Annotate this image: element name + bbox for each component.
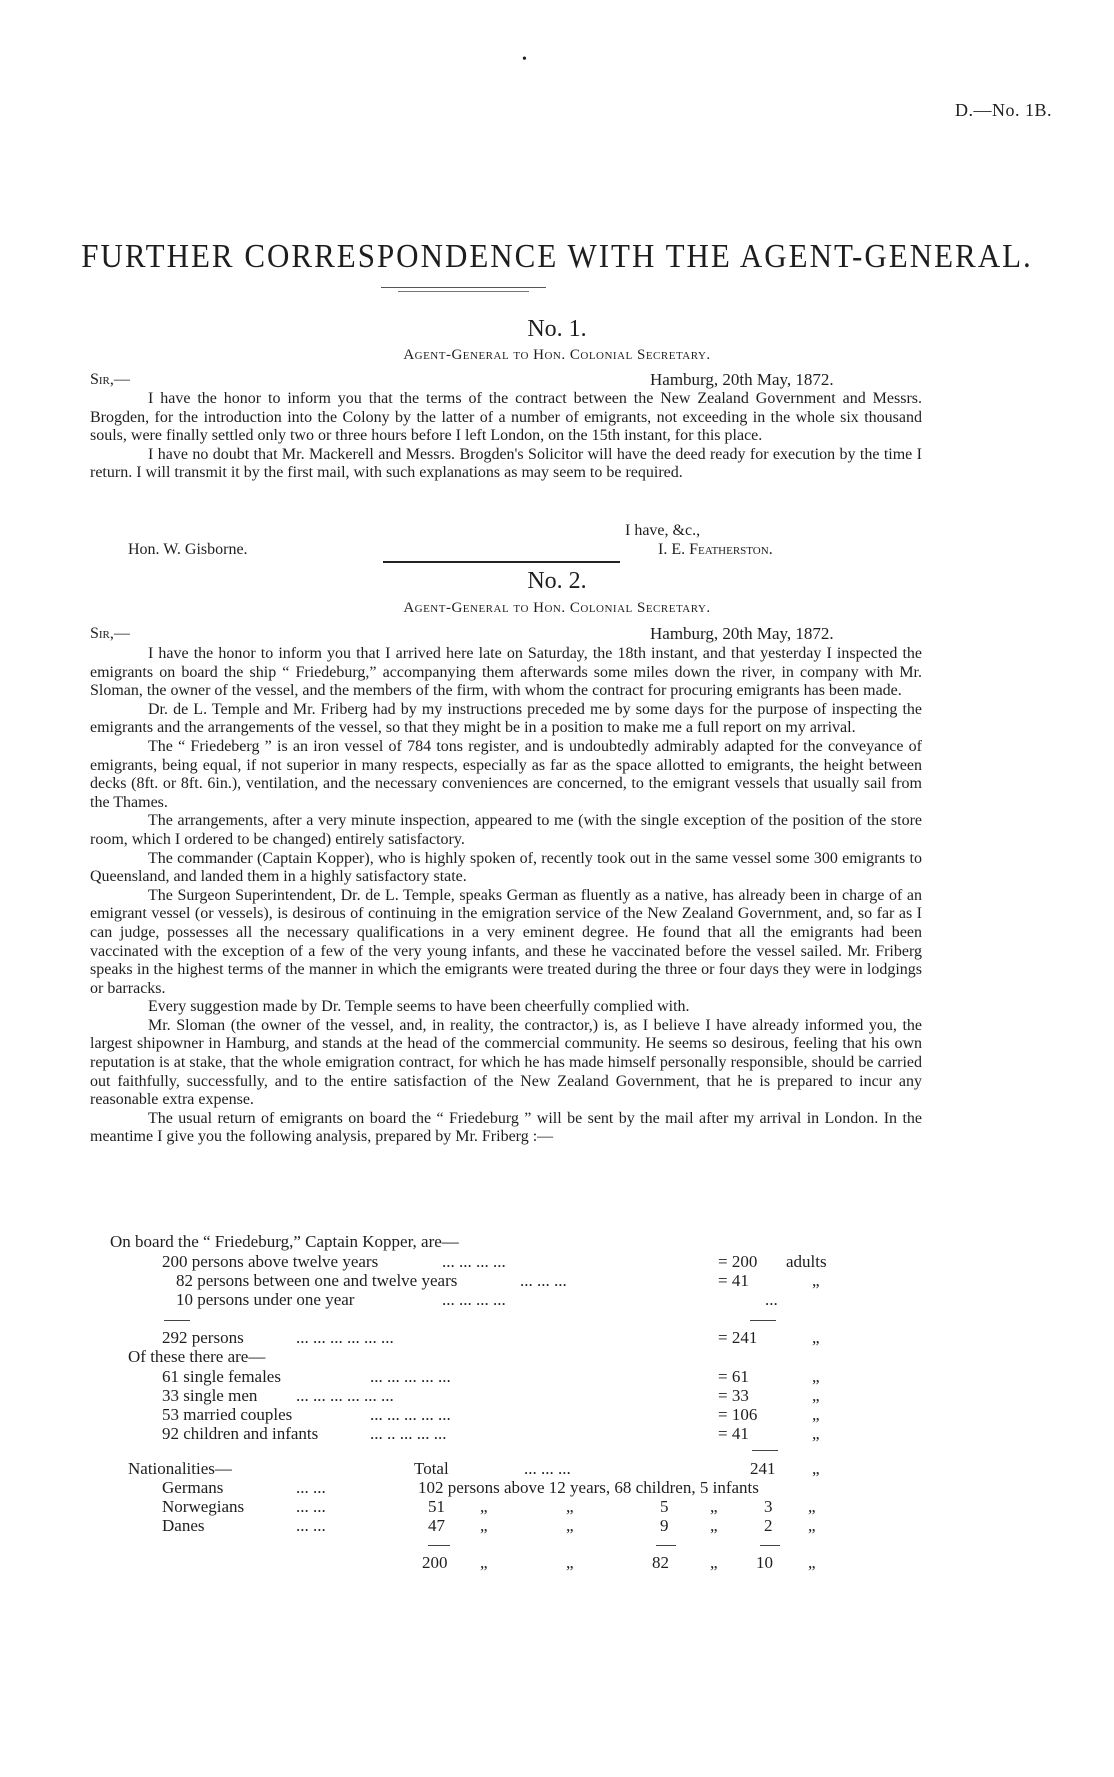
letter-2-number: No. 2. [527, 568, 587, 594]
of-these-label: Of these there are— [128, 1347, 266, 1366]
rule [752, 1450, 778, 1451]
letter-1-salutation: Sir,— [90, 371, 130, 388]
age-row-label: 82 persons between one and twelve years [176, 1271, 458, 1290]
age-row-dots: ... ... ... ... [442, 1290, 506, 1309]
nationality-dots: ... ... [296, 1478, 326, 1497]
age-row-unit: „ [812, 1271, 820, 1290]
paragraph: The Surgeon Superintendent, Dr. de L. Temple, speaks German as fluently as a native, has already been in charge of an emigrant vessel (or vessels), is desirous of continuing in the emigration service of the New Zealand Government, and, so far as I can judge, possesses all the necessary qualifications in a very eminent degree. He found that all the emigrants had been vaccinated with the exception of a few of the very young infants, and these he vaccinated before the vessel sailed. Mr. Friberg speaks in the highest terms of the manner in which the emigrants were treated during the three or four days they were in lodgings or barracks. [90, 886, 922, 997]
ditto-mark: „ [710, 1516, 718, 1535]
ditto-mark: „ [566, 1553, 574, 1572]
category-row-value: = 106 [718, 1405, 758, 1424]
ditto-mark: „ [808, 1516, 816, 1535]
rule [164, 1320, 190, 1321]
ditto-mark: „ [566, 1497, 574, 1516]
paragraph: The arrangements, after a very minute inspection, appeared to me (with the single exception of the position of the store room, which I ordered to be changed) entirely satisfactory. [90, 812, 922, 848]
age-row-dots: ... ... ... ... [442, 1252, 506, 1271]
letter-2-date: Hamburg, 20th May, 1872. [650, 624, 834, 643]
paragraph: I have no doubt that Mr. Mackerell and Messrs. Brogden's Solicitor will have the deed ready for execution by the time I return. I will transmit it by the first mail, with such explanations as may seem to be required. [90, 445, 922, 482]
category-row-dots: ... ... ... ... ... ... [296, 1386, 394, 1405]
section-divider [383, 561, 620, 563]
nationality-adults: 47 [428, 1516, 445, 1535]
age-row-value: = 200 [718, 1252, 758, 1271]
nationality-name: Germans [162, 1478, 224, 1497]
page-mark: • [522, 52, 527, 67]
title-rule-lower [398, 291, 529, 292]
nationalities-total-unit: „ [812, 1459, 820, 1478]
nationality-name: Danes [162, 1516, 205, 1535]
ditto-mark: „ [710, 1497, 718, 1516]
paragraph: The commander (Captain Kopper), who is highly spoken of, recently took out in the same vessel some 300 emigrants to Queensland, and landed them in a highly satisfactory state. [90, 849, 922, 886]
title-rule [381, 287, 546, 288]
age-row-unit: adults [786, 1252, 827, 1271]
paragraph: I have the honor to inform you that the terms of the contract between the New Zealand Government and Messrs. Brogden, for the introduction into the Colony by the latter of a number of emigrants, not exceeding in the whole six thousand souls, were finally settled only two or three hours before I left London, on the 15th instant, for this place. [90, 390, 922, 445]
ditto-mark: „ [480, 1516, 488, 1535]
nationalities-total-label: Total [414, 1459, 449, 1478]
category-row-value: = 61 [718, 1367, 749, 1386]
letter-1-heading: Agent-General to Hon. Colonial Secretary. [403, 347, 711, 363]
total-row-unit: „ [812, 1328, 820, 1347]
nationality-infants: 2 [764, 1516, 773, 1535]
paragraph: Mr. Sloman (the owner of the vessel, and, in reality, the contractor,) is, as I believe I have already informed you, the largest shipowner in Hamburg, and stands at the head of the commercial community. He seems so desirous, feeling that his own reputation is at stake, that the whole emigration contract, for which he has made himself personally responsible, should be carried out faithfully, successfully, and to the entire satisfaction of the New Zealand Government, that he is prepared to incur any reasonable extra expense. [90, 1016, 922, 1109]
paragraph: Every suggestion made by Dr. Temple seems to have been cheerfully complied with. [148, 998, 690, 1016]
letter-1-addressee: Hon. W. Gisborne. [128, 541, 248, 558]
letter-1-closing: I have, &c., [625, 522, 701, 539]
nationality-dots: ... ... [296, 1497, 326, 1516]
ditto-mark: „ [710, 1553, 718, 1572]
letter-1-body [90, 390, 922, 483]
paragraph: The usual return of emigrants on board the “ Friedeburg ” will be sent by the mail after my arrival in London. In the meantime I give you the following analysis, prepared by Mr. Friberg :— [90, 1109, 922, 1146]
category-row-label: 33 single men [162, 1386, 258, 1405]
category-row-value: = 41 [718, 1424, 749, 1443]
category-row-unit: „ [812, 1367, 820, 1386]
letter-1-signature: I. E. Featherston. [658, 541, 773, 558]
ditto-mark: „ [566, 1516, 574, 1535]
age-row-dots: ... ... ... [520, 1271, 567, 1290]
category-row-unit: „ [812, 1424, 820, 1443]
category-row-value: = 33 [718, 1386, 749, 1405]
category-row-dots: ... ... ... ... ... [370, 1367, 451, 1386]
nationality-children: 5 [660, 1497, 669, 1516]
ditto-mark: „ [480, 1497, 488, 1516]
letter-2-heading: Agent-General to Hon. Colonial Secretary. [403, 600, 711, 616]
paragraph: Dr. de L. Temple and Mr. Friberg had by my instructions preceded me by some days for the purpose of inspecting the emigrants and the arrangements of the vessel, so that they might be in a position to make me a full report on my arrival. [90, 700, 922, 737]
category-row-label: 61 single females [162, 1367, 281, 1386]
category-row-label: 53 married couples [162, 1405, 293, 1424]
category-row-dots: ... .. ... ... ... [370, 1424, 447, 1443]
nationalities-total-value: 241 [750, 1459, 776, 1478]
age-row-label: 200 persons above twelve years [162, 1252, 379, 1271]
nationality-children: 9 [660, 1516, 669, 1535]
age-row-value: ... [765, 1290, 778, 1309]
letter-2-body [90, 645, 922, 1147]
category-row-unit: „ [812, 1386, 820, 1405]
age-row-value: = 41 [718, 1271, 749, 1290]
nationalities-sum-infants: 10 [756, 1553, 773, 1572]
rule [656, 1545, 676, 1546]
category-row-dots: ... ... ... ... ... [370, 1405, 451, 1424]
analysis-intro: On board the “ Friedeburg,” Captain Kopper, are— [110, 1232, 459, 1251]
nationality-detail: 102 persons above 12 years, 68 children, 5 infants [418, 1478, 759, 1497]
ditto-mark: „ [808, 1553, 816, 1572]
rule [750, 1320, 776, 1321]
rule [760, 1545, 780, 1546]
total-row-label: 292 persons [162, 1328, 244, 1347]
nationality-adults: 51 [428, 1497, 445, 1516]
total-row-dots: ... ... ... ... ... ... [296, 1328, 394, 1347]
letter-1-date: Hamburg, 20th May, 1872. [650, 370, 834, 389]
nationality-infants: 3 [764, 1497, 773, 1516]
category-row-unit: „ [812, 1405, 820, 1424]
paragraph: The “ Friedeberg ” is an iron vessel of 784 tons register, and is undoubtedly admirably adapted for the conveyance of emigrants, being equal, if not superior in many respects, especially as far as the space allotted to emigrants, the height between decks (8ft. or 8ft. 6in.), ventilation, and the necessary conveniences are concerned, to the emigrant vessels that usually sail from the Thames. [90, 737, 922, 811]
category-row-label: 92 children and infants [162, 1424, 319, 1443]
paragraph: I have the honor to inform you that I arrived here late on Saturday, the 18th instant, and that yesterday I inspected the emigrants on board the ship “ Friedeburg,” accompanying them afterwards some miles down the river, in company with Mr. Sloman, the owner of the vessel, and the members of the firm, with whom the contract for procuring emigrants has been made. [90, 645, 922, 700]
nationalities-total-dots: ... ... ... [524, 1459, 571, 1478]
nationality-dots: ... ... [296, 1516, 326, 1535]
rule [428, 1545, 450, 1546]
ditto-mark: „ [480, 1553, 488, 1572]
total-row-value: = 241 [718, 1328, 758, 1347]
letter-2-salutation: Sir,— [90, 625, 130, 642]
nationalities-label: Nationalities— [128, 1459, 232, 1478]
document-reference: D.—No. 1B. [954, 100, 1052, 120]
nationality-name: Norwegians [162, 1497, 245, 1516]
nationalities-sum-children: 82 [652, 1553, 669, 1572]
ditto-mark: „ [808, 1497, 816, 1516]
page-title: FURTHER CORRESPONDENCE WITH THE AGENT-GENERAL. [81, 236, 1033, 275]
letter-1-number: No. 1. [527, 316, 587, 342]
nationalities-sum-adults: 200 [422, 1553, 448, 1572]
age-row-label: 10 persons under one year [176, 1290, 355, 1309]
